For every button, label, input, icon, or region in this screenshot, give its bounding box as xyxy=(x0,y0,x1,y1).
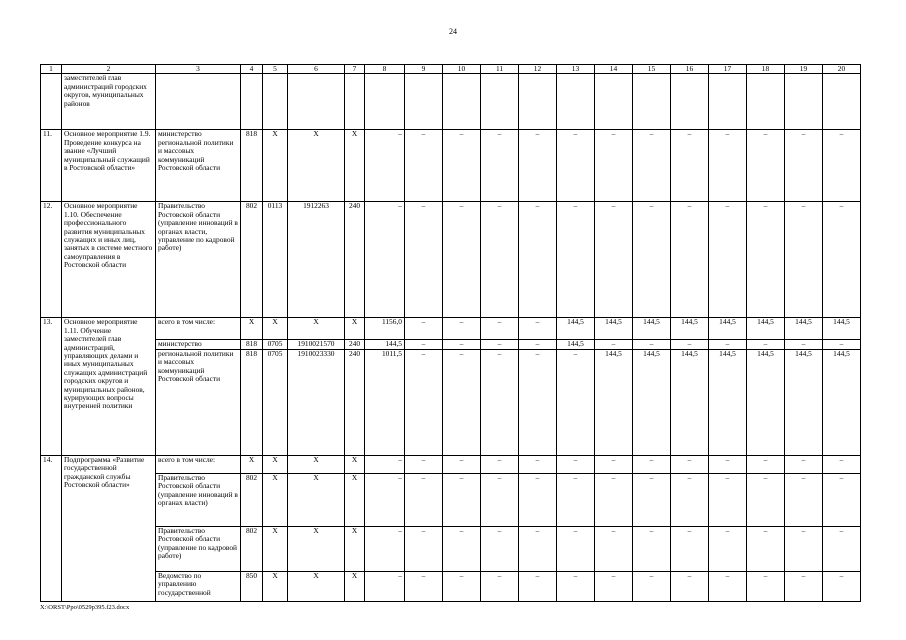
value-cell: – xyxy=(747,202,785,318)
value-cell: – xyxy=(785,473,823,526)
expense-type-cell: 240 xyxy=(345,349,365,455)
value-cell: – xyxy=(519,349,557,455)
executor-cell: министерство региональной политики и массовых коммуникаций Ростовской области xyxy=(156,130,241,202)
value-cell: – xyxy=(671,526,709,571)
value-cell: – xyxy=(709,130,747,202)
value-cell: – xyxy=(481,473,519,526)
activity-name: Подпрограмма «Развитие государственной гражданской службы Ростовской области» xyxy=(62,455,156,601)
target-article-cell: 1910023330 xyxy=(288,349,345,455)
value-cell: 144,5 xyxy=(671,349,709,455)
value-cell: – xyxy=(823,571,861,601)
section-cell: 0113 xyxy=(263,202,288,318)
value-cell: – xyxy=(405,318,443,340)
header-cell: 10 xyxy=(443,65,481,74)
grbs-cell: X xyxy=(241,318,263,340)
value-cell: – xyxy=(671,455,709,473)
grbs-cell: 802 xyxy=(241,473,263,526)
value-cell: – xyxy=(481,202,519,318)
section-cell: X xyxy=(263,526,288,571)
value-cell: – xyxy=(709,202,747,318)
value-cell: – xyxy=(365,526,405,571)
value-cell: – xyxy=(823,526,861,571)
value-cell: – xyxy=(443,340,481,349)
executor-cell: Правительство Ростовской области (управление по кадровой работе) xyxy=(156,526,241,571)
target-article-cell: X xyxy=(288,526,345,571)
value-cell: 144,5 xyxy=(785,318,823,340)
page-number: 24 xyxy=(449,27,457,36)
header-cell: 3 xyxy=(156,65,241,74)
table-row xyxy=(41,340,861,349)
expense-type-cell: X xyxy=(345,318,365,340)
value-cell: – xyxy=(709,571,747,601)
executor-cell: всего в том числе: xyxy=(156,455,241,473)
value-cell: – xyxy=(785,130,823,202)
value-cell: – xyxy=(443,318,481,340)
value-cell: – xyxy=(519,455,557,473)
executor-cell: Ведомство по управлению государственной xyxy=(156,571,241,601)
value-cell: – xyxy=(671,571,709,601)
value-cell: – xyxy=(405,571,443,601)
value-cell: – xyxy=(557,455,595,473)
value-cell: – xyxy=(823,473,861,526)
value-cell: – xyxy=(785,455,823,473)
header-cell: 14 xyxy=(595,65,633,74)
value-cell: – xyxy=(365,455,405,473)
section-cell: 0705 xyxy=(263,349,288,455)
value-cell: – xyxy=(595,571,633,601)
value-cell: – xyxy=(443,526,481,571)
header-cell: 18 xyxy=(747,65,785,74)
value-cell: – xyxy=(519,130,557,202)
value-cell: – xyxy=(405,526,443,571)
value-cell: 144,5 xyxy=(823,318,861,340)
value-cell: – xyxy=(557,130,595,202)
header-cell: 17 xyxy=(709,65,747,74)
header-cell: 4 xyxy=(241,65,263,74)
value-cell: – xyxy=(365,571,405,601)
activity-name: Основное мероприятие 1.11. Обучение заместителей глав администраций, управляющих делами и иных муниципальных служащих администраций городских округов и муниципальных районов, курирующих вопросы внутренней политики xyxy=(62,318,156,455)
value-cell: – xyxy=(785,340,823,349)
header-cell: 8 xyxy=(365,65,405,74)
budget-table xyxy=(40,64,861,602)
section-cell: X xyxy=(263,130,288,202)
value-cell: – xyxy=(481,130,519,202)
value-cell: – xyxy=(709,455,747,473)
activity-name: Основное мероприятие 1.10. Обеспечение профессионального развития муниципальных служащих и иных лиц, занятых в системе местного самоуправления в Ростовской области xyxy=(62,202,156,318)
value-cell: – xyxy=(633,340,671,349)
value-cell: – xyxy=(709,340,747,349)
row-number: 14. xyxy=(41,455,62,601)
header-row xyxy=(41,65,861,74)
row-name-continued: заместителей глав администраций городских округов, муниципальных районов xyxy=(62,74,156,130)
section-cell: X xyxy=(263,455,288,473)
value-cell: – xyxy=(595,473,633,526)
value-cell: – xyxy=(595,130,633,202)
value-cell: 1156,0 xyxy=(365,318,405,340)
value-cell: – xyxy=(519,202,557,318)
value-cell: – xyxy=(747,571,785,601)
value-cell: – xyxy=(443,473,481,526)
header-cell: 5 xyxy=(263,65,288,74)
value-cell: – xyxy=(519,318,557,340)
value-cell: 144,5 xyxy=(709,318,747,340)
value-cell: – xyxy=(671,130,709,202)
value-cell: 1011,5 xyxy=(365,349,405,455)
header-cell: 20 xyxy=(823,65,861,74)
value-cell: – xyxy=(595,526,633,571)
expense-type-cell: 240 xyxy=(345,202,365,318)
value-cell: – xyxy=(365,202,405,318)
value-cell: – xyxy=(709,473,747,526)
table-row xyxy=(41,318,861,340)
value-cell: 144,5 xyxy=(557,318,595,340)
value-cell: – xyxy=(365,130,405,202)
header-cell: 9 xyxy=(405,65,443,74)
executor-cell: Правительство Ростовской области (управление инноваций в органах власти, управление по кадровой работе) xyxy=(156,202,241,318)
header-cell: 7 xyxy=(345,65,365,74)
value-cell: – xyxy=(519,473,557,526)
executor-cell: региональной политики и массовых коммуникаций Ростовской области xyxy=(156,349,241,455)
row-number: 12. xyxy=(41,202,62,318)
expense-type-cell: X xyxy=(345,571,365,601)
file-path-footer: X:\ORST\Ppo\0529p395.f23.docx xyxy=(40,604,130,611)
value-cell: – xyxy=(595,202,633,318)
grbs-cell: 818 xyxy=(241,340,263,349)
value-cell: – xyxy=(671,202,709,318)
value-cell: 144,5 xyxy=(747,349,785,455)
table-row xyxy=(41,455,861,473)
header-cell: 11 xyxy=(481,65,519,74)
value-cell: – xyxy=(481,455,519,473)
value-cell: – xyxy=(443,202,481,318)
value-cell: – xyxy=(519,526,557,571)
target-article-cell: X xyxy=(288,455,345,473)
value-cell: – xyxy=(633,455,671,473)
expense-type-cell: 240 xyxy=(345,340,365,349)
table-row xyxy=(41,74,861,130)
expense-type-cell: X xyxy=(345,473,365,526)
table-row xyxy=(41,202,861,318)
grbs-cell: 850 xyxy=(241,571,263,601)
target-article-cell: X xyxy=(288,130,345,202)
value-cell: – xyxy=(557,202,595,318)
section-cell: X xyxy=(263,571,288,601)
value-cell: – xyxy=(747,526,785,571)
header-cell: 15 xyxy=(633,65,671,74)
value-cell: – xyxy=(557,526,595,571)
value-cell: 144,5 xyxy=(823,349,861,455)
value-cell: – xyxy=(633,473,671,526)
section-cell: 0705 xyxy=(263,340,288,349)
value-cell: – xyxy=(519,571,557,601)
section-cell: X xyxy=(263,473,288,526)
target-article-cell: X xyxy=(288,473,345,526)
expense-type-cell: X xyxy=(345,455,365,473)
target-article-cell: X xyxy=(288,571,345,601)
grbs-cell: 802 xyxy=(241,526,263,571)
table-row xyxy=(41,473,861,526)
value-cell: – xyxy=(405,202,443,318)
value-cell: – xyxy=(823,455,861,473)
value-cell: 144,5 xyxy=(785,349,823,455)
value-cell: – xyxy=(747,473,785,526)
value-cell: – xyxy=(633,571,671,601)
value-cell: – xyxy=(671,340,709,349)
value-cell: – xyxy=(557,473,595,526)
value-cell: – xyxy=(557,349,595,455)
value-cell: – xyxy=(443,455,481,473)
value-cell: 144,5 xyxy=(709,349,747,455)
value-cell: – xyxy=(747,340,785,349)
value-cell: – xyxy=(557,571,595,601)
value-cell: – xyxy=(481,349,519,455)
executor-cell: министерство xyxy=(156,340,241,349)
value-cell: – xyxy=(595,340,633,349)
value-cell: – xyxy=(405,340,443,349)
value-cell: 144,5 xyxy=(595,349,633,455)
grbs-cell: X xyxy=(241,455,263,473)
value-cell: – xyxy=(365,473,405,526)
value-cell: – xyxy=(481,318,519,340)
value-cell: 144,5 xyxy=(671,318,709,340)
header-cell: 12 xyxy=(519,65,557,74)
value-cell: – xyxy=(481,571,519,601)
value-cell: 144,5 xyxy=(633,318,671,340)
value-cell: – xyxy=(481,526,519,571)
value-cell: – xyxy=(633,526,671,571)
table-row xyxy=(41,526,861,571)
value-cell: 144,5 xyxy=(365,340,405,349)
value-cell: – xyxy=(405,455,443,473)
value-cell: 144,5 xyxy=(595,318,633,340)
grbs-cell: 818 xyxy=(241,349,263,455)
value-cell: – xyxy=(709,526,747,571)
activity-name: Основное мероприятие 1.9. Проведение конкурса на звание «Лучший муниципальный служащий в Ростовской области» xyxy=(62,130,156,202)
value-cell: – xyxy=(633,130,671,202)
target-article-cell: X xyxy=(288,318,345,340)
value-cell: – xyxy=(443,571,481,601)
header-cell: 1 xyxy=(41,65,62,74)
grbs-cell: 818 xyxy=(241,130,263,202)
table-row xyxy=(41,571,861,601)
header-cell: 6 xyxy=(288,65,345,74)
value-cell: – xyxy=(443,130,481,202)
value-cell: – xyxy=(823,340,861,349)
target-article-cell: 1910021570 xyxy=(288,340,345,349)
value-cell: – xyxy=(519,340,557,349)
value-cell: – xyxy=(823,202,861,318)
value-cell: – xyxy=(633,202,671,318)
value-cell: – xyxy=(405,349,443,455)
value-cell: 144,5 xyxy=(557,340,595,349)
executor-cell: Правительство Ростовской области (управление инноваций в органах власти) xyxy=(156,473,241,526)
value-cell: – xyxy=(785,571,823,601)
value-cell: 144,5 xyxy=(747,318,785,340)
value-cell: 144,5 xyxy=(633,349,671,455)
row-number: 13. xyxy=(41,318,62,455)
table-row xyxy=(41,130,861,202)
section-cell: X xyxy=(263,318,288,340)
value-cell: – xyxy=(785,526,823,571)
value-cell: – xyxy=(405,473,443,526)
value-cell: – xyxy=(595,455,633,473)
expense-type-cell: X xyxy=(345,526,365,571)
header-cell: 13 xyxy=(557,65,595,74)
header-cell: 16 xyxy=(671,65,709,74)
value-cell: – xyxy=(823,130,861,202)
value-cell: – xyxy=(443,349,481,455)
value-cell: – xyxy=(671,473,709,526)
value-cell: – xyxy=(481,340,519,349)
executor-cell: всего в том числе: xyxy=(156,318,241,340)
table-row xyxy=(41,349,861,455)
header-cell: 19 xyxy=(785,65,823,74)
value-cell: – xyxy=(747,455,785,473)
value-cell: – xyxy=(785,202,823,318)
value-cell: – xyxy=(405,130,443,202)
grbs-cell: 802 xyxy=(241,202,263,318)
row-number: 11. xyxy=(41,130,62,202)
target-article-cell: 1912263 xyxy=(288,202,345,318)
expense-type-cell: X xyxy=(345,130,365,202)
header-cell: 2 xyxy=(62,65,156,74)
value-cell: – xyxy=(747,130,785,202)
